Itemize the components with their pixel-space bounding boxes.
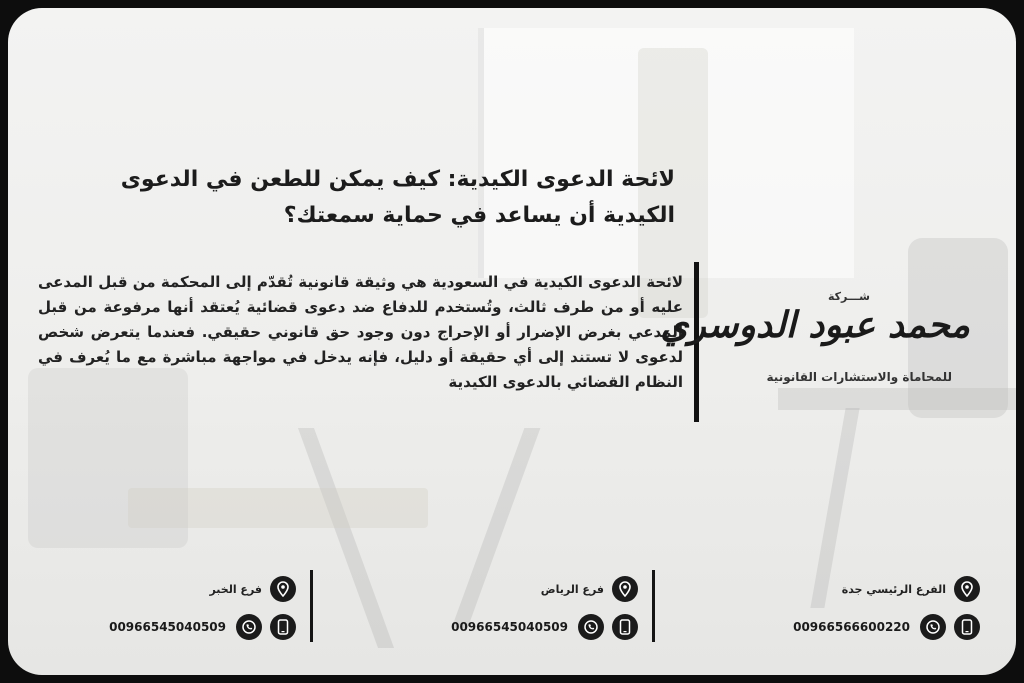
background-table	[128, 488, 428, 528]
logo-name: محمد عبود الدوسري	[660, 304, 970, 346]
company-logo	[660, 290, 980, 400]
phone-number[interactable]: 00966566600220	[793, 620, 910, 634]
whatsapp-icon[interactable]	[920, 614, 946, 640]
mobile-phone-icon[interactable]	[612, 614, 638, 640]
mobile-phone-icon[interactable]	[954, 614, 980, 640]
mobile-phone-icon[interactable]	[270, 614, 296, 640]
branch-divider	[652, 570, 655, 642]
location-pin-icon	[612, 576, 638, 602]
location-pin-icon	[954, 576, 980, 602]
whatsapp-icon[interactable]	[236, 614, 262, 640]
phone-number[interactable]: 00966545040509	[451, 620, 568, 634]
branch-name: فرع الرياض	[540, 582, 604, 596]
branch-riyadh	[338, 572, 638, 642]
branch-jeddah	[680, 572, 980, 642]
logo-kicker: شـــركة	[827, 290, 870, 303]
branch-divider	[310, 570, 313, 642]
article-body: لائحة الدعوى الكيدية في السعودية هي وثيقة قانونية تُقدّم إلى المحكمة من قبل المدعى عليه أو من طرف ثالث، وتُستخدم للدفاع ضد دعوى قضائية يُعتقد أنها مرفوعة من قبل المدعي بغرض الإضرار أو الإحراج دون وجود حق قانوني حقيقي. فعندما يتعرض شخص لدعوى لا تستند إلى أي حقيقة أو دليل، فإنه يدخل في مواجهة مباشرة مع ما يُعرف في النظام القضائي بالدعوى الكيدية	[38, 273, 683, 391]
logo-subtitle: للمحاماة والاستشارات القانونية	[766, 370, 952, 384]
phone-number[interactable]: 00966545040509	[109, 620, 226, 634]
whatsapp-icon[interactable]	[578, 614, 604, 640]
branch-name: الفرع الرئيسي جدة	[841, 582, 946, 596]
article-title: لائحة الدعوى الكيدية: كيف يمكن للطعن في الدعوى الكيدية أن يساعد في حماية سمعتك؟	[120, 167, 675, 228]
location-pin-icon	[270, 576, 296, 602]
branch-name: فرع الخبر	[209, 582, 262, 596]
branch-khobar	[0, 572, 296, 642]
